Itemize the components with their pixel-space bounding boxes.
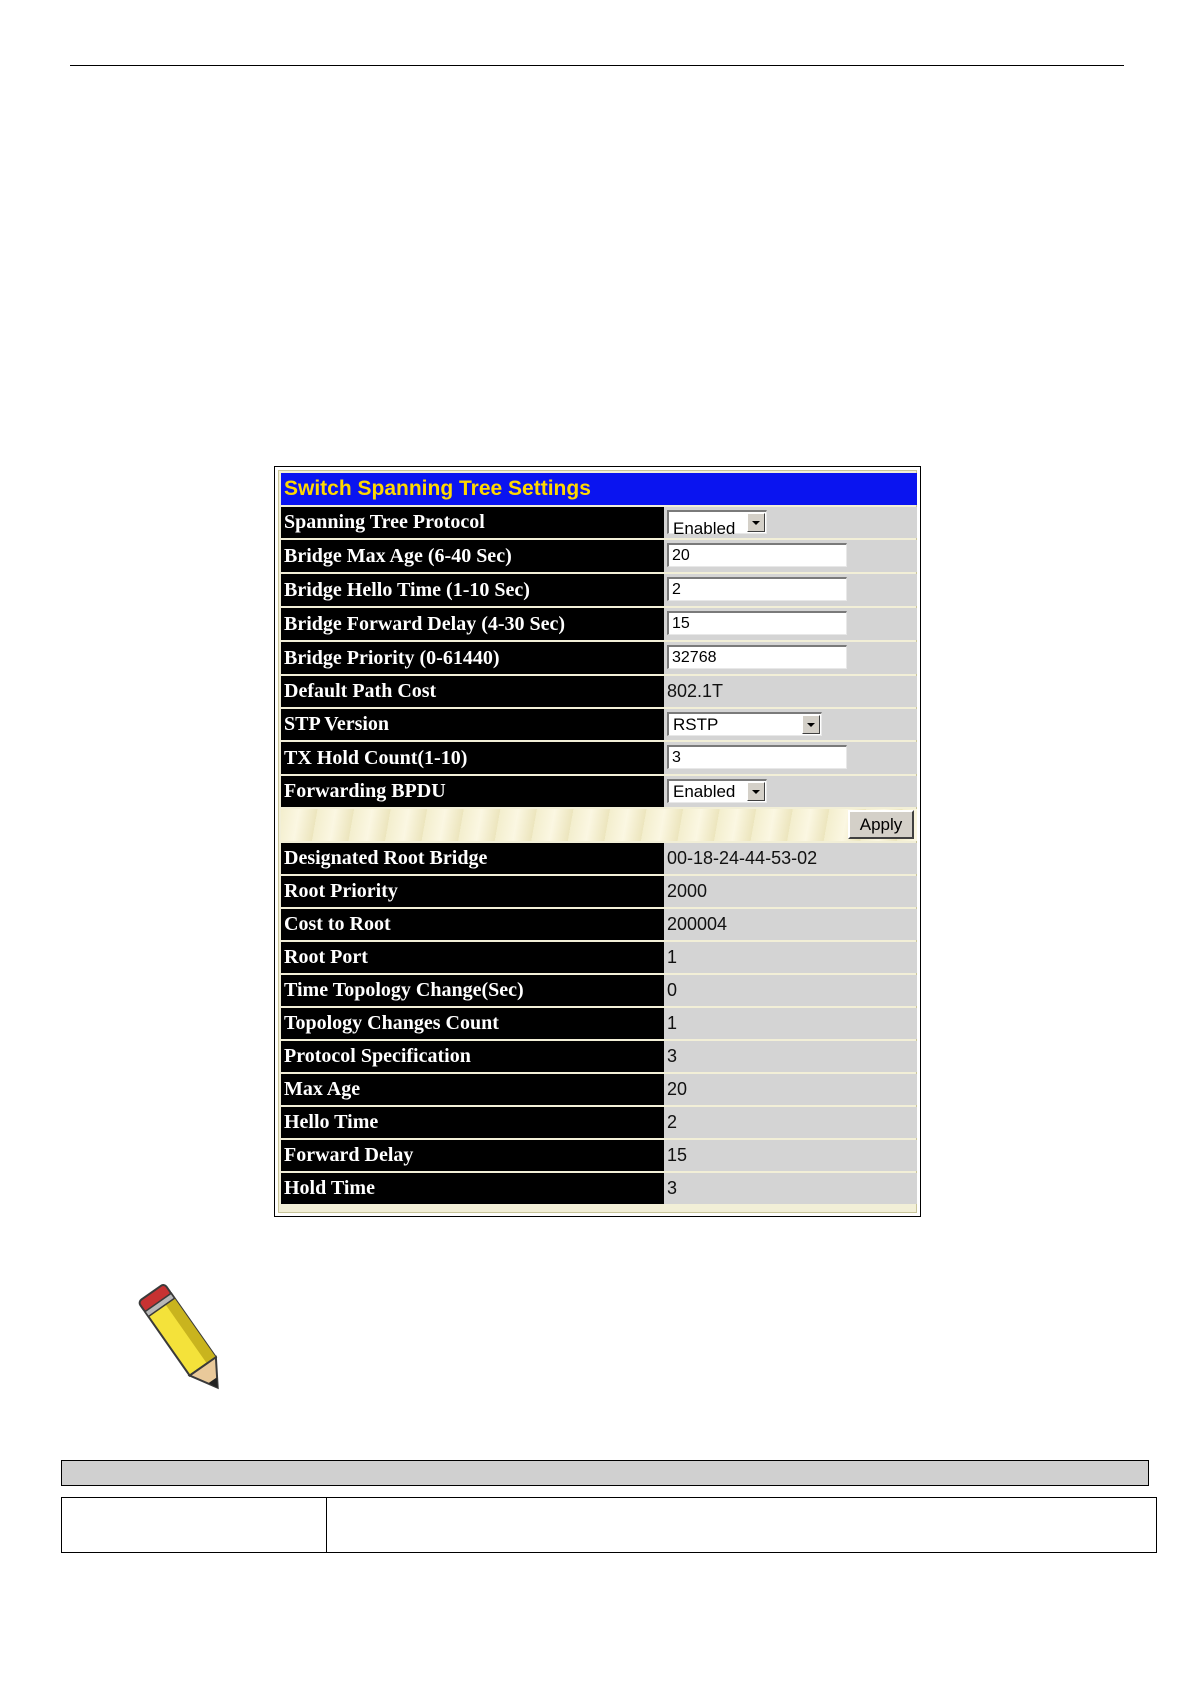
row-value: 3	[664, 1041, 917, 1072]
tx-hold-count-input[interactable]	[667, 745, 847, 769]
row-topology-changes-count	[281, 1008, 917, 1039]
row-value-cell	[664, 574, 917, 606]
row-value-cell	[664, 776, 917, 807]
header-rule	[70, 65, 1124, 66]
row-value-cell	[664, 608, 917, 640]
bridge-priority-input[interactable]	[667, 645, 847, 669]
row-value-cell	[664, 507, 917, 538]
description-header-bar	[61, 1460, 1149, 1486]
row-max-age	[281, 1074, 917, 1105]
row-bridge-priority	[281, 642, 917, 674]
select-value: Enabled	[673, 519, 736, 538]
stp-version-select[interactable]	[667, 712, 822, 736]
row-time-topology-change	[281, 975, 917, 1006]
row-label: Designated Root Bridge	[281, 843, 664, 874]
row-value-cell	[664, 540, 917, 572]
row-label: Bridge Hello Time (1-10 Sec)	[281, 574, 664, 606]
panel-title: Switch Spanning Tree Settings	[284, 477, 591, 500]
bridge-hello-time-input[interactable]	[667, 577, 847, 601]
row-value: 3	[664, 1173, 917, 1204]
row-value: 1	[664, 1008, 917, 1039]
row-label: Max Age	[281, 1074, 664, 1105]
chevron-down-icon[interactable]	[747, 513, 765, 532]
row-stp-version	[281, 709, 917, 740]
row-label: Protocol Specification	[281, 1041, 664, 1072]
panel-title-bar	[281, 473, 917, 505]
bridge-forward-delay-input[interactable]	[667, 611, 847, 635]
panel-body	[278, 470, 917, 1213]
row-value: 0	[664, 975, 917, 1006]
table-cell-description	[327, 1498, 1157, 1553]
select-value: RSTP	[673, 715, 719, 734]
row-forwarding-bpdu	[281, 776, 917, 807]
row-value: 20	[664, 1074, 917, 1105]
row-label: Spanning Tree Protocol	[281, 507, 664, 538]
row-label: Bridge Forward Delay (4-30 Sec)	[281, 608, 664, 640]
row-designated-root-bridge	[281, 843, 917, 874]
row-protocol-specification	[281, 1041, 917, 1072]
chevron-down-icon[interactable]	[747, 782, 765, 801]
bridge-max-age-input[interactable]	[667, 543, 847, 567]
row-label: Default Path Cost	[281, 676, 664, 707]
row-label: Hello Time	[281, 1107, 664, 1138]
row-value: 2	[664, 1107, 917, 1138]
row-label: Root Priority	[281, 876, 664, 907]
row-value-cell	[664, 709, 917, 740]
row-tx-hold-count	[281, 742, 917, 774]
row-hold-time	[281, 1173, 917, 1204]
row-label: Root Port	[281, 942, 664, 973]
row-spanning-tree-protocol	[281, 507, 917, 538]
row-bridge-hello-time	[281, 574, 917, 606]
row-value-cell	[664, 642, 917, 674]
description-table	[61, 1497, 1157, 1553]
row-label: Cost to Root	[281, 909, 664, 940]
row-root-port	[281, 942, 917, 973]
row-label: TX Hold Count(1-10)	[281, 742, 664, 774]
row-value: 1	[664, 942, 917, 973]
table-row	[62, 1498, 1157, 1553]
row-value: 00-18-24-44-53-02	[664, 843, 917, 874]
row-bridge-forward-delay	[281, 608, 917, 640]
row-default-path-cost	[281, 676, 917, 707]
row-value: 2000	[664, 876, 917, 907]
row-value-cell	[664, 742, 917, 774]
row-forward-delay	[281, 1140, 917, 1171]
row-hello-time	[281, 1107, 917, 1138]
pencil-icon	[130, 1276, 240, 1406]
table-cell-parameter	[62, 1498, 327, 1553]
row-bridge-max-age	[281, 540, 917, 572]
row-label: Time Topology Change(Sec)	[281, 975, 664, 1006]
select-value: Enabled	[673, 782, 736, 801]
row-root-priority	[281, 876, 917, 907]
row-value: 15	[664, 1140, 917, 1171]
row-label: Forwarding BPDU	[281, 776, 664, 807]
row-label: STP Version	[281, 709, 664, 740]
row-label: Topology Changes Count	[281, 1008, 664, 1039]
spanning-tree-protocol-select[interactable]	[667, 510, 767, 538]
row-label: Forward Delay	[281, 1140, 664, 1171]
row-label: Hold Time	[281, 1173, 664, 1204]
apply-row	[281, 809, 917, 841]
row-cost-to-root	[281, 909, 917, 940]
row-label: Bridge Max Age (6-40 Sec)	[281, 540, 664, 572]
row-label: Bridge Priority (0-61440)	[281, 642, 664, 674]
chevron-down-icon[interactable]	[802, 715, 820, 734]
forwarding-bpdu-select[interactable]	[667, 779, 767, 803]
apply-button[interactable]: Apply	[848, 810, 914, 839]
spanning-tree-settings-panel	[274, 466, 921, 1217]
row-value: 200004	[664, 909, 917, 940]
default-path-cost-value: 802.1T	[664, 676, 917, 707]
